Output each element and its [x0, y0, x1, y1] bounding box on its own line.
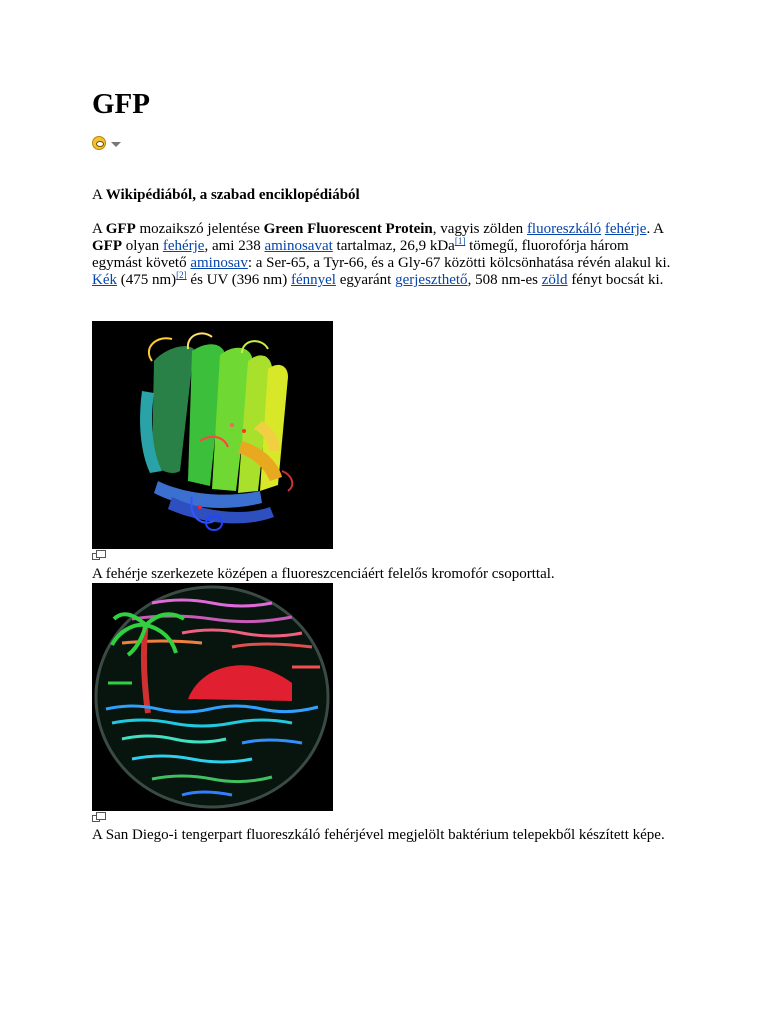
intro-text: A	[92, 221, 106, 237]
link-fluoreszkalo[interactable]: fluoreszkáló	[526, 221, 602, 237]
intro-bold: Green Fluorescent Protein	[263, 221, 433, 237]
link-zold[interactable]: zöld	[541, 272, 568, 288]
link-aminosavat[interactable]: aminosavat	[264, 238, 333, 254]
watch-menu[interactable]	[92, 135, 124, 151]
protein-structure-image[interactable]	[92, 321, 333, 549]
link-gerjesztheto[interactable]: gerjeszthető	[395, 272, 468, 288]
site-tagline	[92, 187, 360, 204]
watch-eye-icon[interactable]	[92, 136, 106, 150]
link-kek[interactable]: Kék	[92, 272, 117, 288]
enlarge-icon[interactable]	[92, 812, 106, 821]
intro-text: olyan	[122, 238, 163, 254]
intro-text: : a Ser-65, a Tyr-66, és a Gly-67 közötti kölcsönhatása révén alakul ki.	[247, 255, 671, 271]
figure-caption: A San Diego-i tengerpart fluoreszkáló fehérjével megjelölt baktérium telepekből készített képe.	[92, 827, 665, 843]
reference-link-2[interactable]: [2]	[176, 270, 187, 280]
link-feherje[interactable]: fehérje	[604, 221, 647, 237]
link-aminosav[interactable]: aminosav	[190, 255, 248, 271]
tagline-prefix: A	[92, 187, 106, 203]
enlarge-icon[interactable]	[92, 550, 106, 559]
intro-paragraph	[92, 221, 682, 289]
intro-text: és UV (396 nm)	[186, 272, 291, 288]
intro-text: fényt bocsát ki.	[567, 272, 664, 288]
intro-text: (475 nm)	[117, 272, 177, 288]
intro-text: , vagyis zölden	[432, 221, 527, 237]
intro-bold: GFP	[105, 221, 136, 237]
tagline-source: Wikipédiából, a szabad enciklopédiából	[105, 187, 360, 203]
figure-bacteria-painting	[92, 583, 333, 821]
figure-caption: A fehérje szerkezete középen a fluoreszcenciáért felelős kromofór csoporttal.	[92, 566, 555, 582]
chevron-down-icon[interactable]	[111, 142, 121, 147]
intro-text: , ami 238	[204, 238, 265, 254]
bacteria-painting-image[interactable]	[92, 583, 333, 811]
intro-text: tartalmaz, 26,9 kDa	[332, 238, 455, 254]
intro-text: mozaikszó jelentése	[135, 221, 264, 237]
link-fennyel[interactable]: fénnyel	[290, 272, 336, 288]
intro-text: . A	[646, 221, 664, 237]
link-feherje-2[interactable]: fehérje	[162, 238, 205, 254]
intro-text: tömegű, fluorofórja három egymást követő	[92, 238, 629, 271]
intro-bold: GFP	[92, 238, 122, 254]
page-title: GFP	[92, 88, 150, 120]
figure-protein-structure	[92, 321, 333, 559]
reference-link-1[interactable]: [1]	[454, 236, 466, 246]
intro-text: , 508 nm-es	[467, 272, 542, 288]
intro-text: egyaránt	[335, 272, 396, 288]
